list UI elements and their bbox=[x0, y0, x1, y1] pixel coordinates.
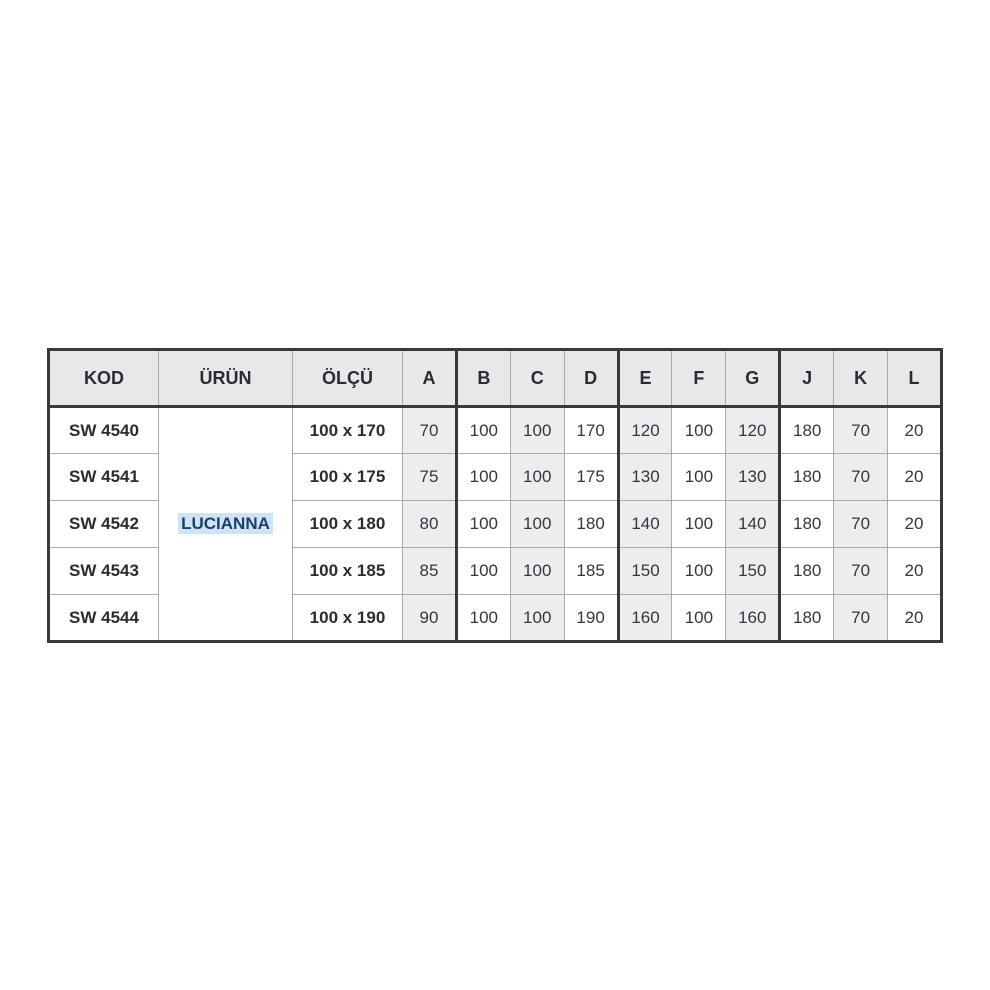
header-dim-b: B bbox=[456, 350, 510, 407]
dim-e-value: 120 bbox=[618, 407, 672, 454]
dim-k-value: 70 bbox=[834, 407, 888, 454]
dim-j-value: 180 bbox=[780, 548, 834, 595]
dim-e-value: 140 bbox=[618, 501, 672, 548]
dim-a-value: 85 bbox=[403, 548, 457, 595]
header-dim-g: G bbox=[726, 350, 780, 407]
header-dim-a: A bbox=[403, 350, 457, 407]
dim-l-value: 20 bbox=[888, 454, 942, 501]
dim-c-value: 100 bbox=[510, 548, 564, 595]
dim-b-value: 100 bbox=[456, 548, 510, 595]
dim-a-value: 75 bbox=[403, 454, 457, 501]
dim-f-value: 100 bbox=[672, 501, 726, 548]
dim-l-value: 20 bbox=[888, 501, 942, 548]
dim-k-value: 70 bbox=[834, 595, 888, 642]
dim-g-value: 140 bbox=[726, 501, 780, 548]
kod-value: SW 4540 bbox=[49, 407, 159, 454]
dim-g-value: 160 bbox=[726, 595, 780, 642]
dim-b-value: 100 bbox=[456, 595, 510, 642]
header-dim-j: J bbox=[780, 350, 834, 407]
header-olcu: ÖLÇÜ bbox=[293, 350, 403, 407]
product-cell bbox=[159, 407, 293, 642]
dim-f-value: 100 bbox=[672, 595, 726, 642]
dim-f-value: 100 bbox=[672, 548, 726, 595]
header-urun: ÜRÜN bbox=[159, 350, 293, 407]
kod-value: SW 4543 bbox=[49, 548, 159, 595]
header-dim-k: K bbox=[834, 350, 888, 407]
dim-g-value: 130 bbox=[726, 454, 780, 501]
dim-j-value: 180 bbox=[780, 454, 834, 501]
dim-l-value: 20 bbox=[888, 595, 942, 642]
olcu-value: 100 x 175 bbox=[293, 454, 403, 501]
dim-c-value: 100 bbox=[510, 407, 564, 454]
olcu-value: 100 x 180 bbox=[293, 501, 403, 548]
dim-a-value: 80 bbox=[403, 501, 457, 548]
dim-f-value: 100 bbox=[672, 407, 726, 454]
dim-j-value: 180 bbox=[780, 407, 834, 454]
dim-j-value: 180 bbox=[780, 595, 834, 642]
header-dim-e: E bbox=[618, 350, 672, 407]
header-dim-f: F bbox=[672, 350, 726, 407]
dim-g-value: 120 bbox=[726, 407, 780, 454]
dim-d-value: 185 bbox=[564, 548, 618, 595]
dim-k-value: 70 bbox=[834, 548, 888, 595]
header-dim-l: L bbox=[888, 350, 942, 407]
dim-j-value: 180 bbox=[780, 501, 834, 548]
dim-c-value: 100 bbox=[510, 595, 564, 642]
dim-a-value: 90 bbox=[403, 595, 457, 642]
dim-d-value: 175 bbox=[564, 454, 618, 501]
olcu-value: 100 x 185 bbox=[293, 548, 403, 595]
dim-b-value: 100 bbox=[456, 407, 510, 454]
olcu-value: 100 x 190 bbox=[293, 595, 403, 642]
header-dim-c: C bbox=[510, 350, 564, 407]
product-name: LUCIANNA bbox=[178, 513, 273, 534]
dim-c-value: 100 bbox=[510, 454, 564, 501]
kod-value: SW 4544 bbox=[49, 595, 159, 642]
kod-value: SW 4541 bbox=[49, 454, 159, 501]
dim-d-value: 170 bbox=[564, 407, 618, 454]
kod-value: SW 4542 bbox=[49, 501, 159, 548]
dim-k-value: 70 bbox=[834, 501, 888, 548]
product-spec-table bbox=[47, 348, 943, 643]
dim-b-value: 100 bbox=[456, 454, 510, 501]
dim-b-value: 100 bbox=[456, 501, 510, 548]
header-kod: KOD bbox=[49, 350, 159, 407]
olcu-value: 100 x 170 bbox=[293, 407, 403, 454]
dim-c-value: 100 bbox=[510, 501, 564, 548]
dim-e-value: 160 bbox=[618, 595, 672, 642]
header-dim-d: D bbox=[564, 350, 618, 407]
dim-l-value: 20 bbox=[888, 407, 942, 454]
dim-d-value: 180 bbox=[564, 501, 618, 548]
dim-a-value: 70 bbox=[403, 407, 457, 454]
dim-d-value: 190 bbox=[564, 595, 618, 642]
table-row bbox=[49, 407, 942, 454]
header-row bbox=[49, 350, 942, 407]
dim-k-value: 70 bbox=[834, 454, 888, 501]
dim-e-value: 150 bbox=[618, 548, 672, 595]
dim-g-value: 150 bbox=[726, 548, 780, 595]
dim-e-value: 130 bbox=[618, 454, 672, 501]
dim-f-value: 100 bbox=[672, 454, 726, 501]
dim-l-value: 20 bbox=[888, 548, 942, 595]
